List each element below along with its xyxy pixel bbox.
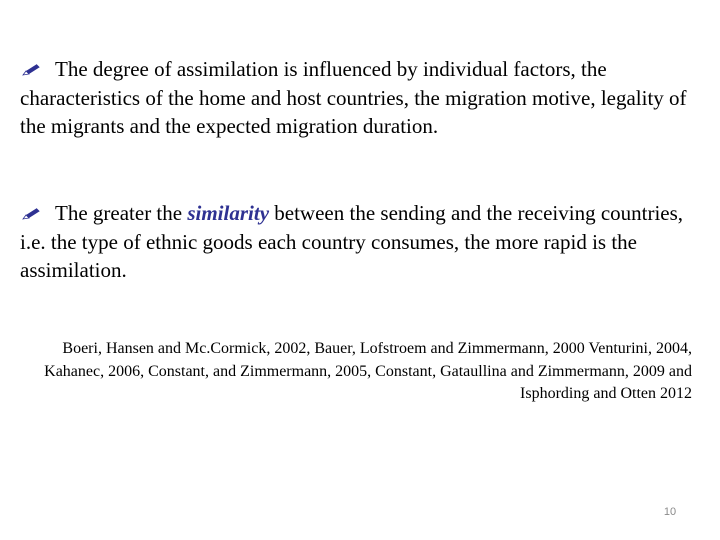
citation: Boeri, Hansen and Mc.Cormick, 2002, Bauer, Lofstroem and Zimmermann, 2000 Venturini, 2004, Kahanec, 2006, Constant, and Zimmermann, 2005, Constant, Gataullina and Zimmermann, 2009 and Isphording and Otten 2012	[44, 340, 692, 402]
emphasized-term: similarity	[187, 201, 270, 225]
bullet-2-text-after: between the sending and the receiving countries, i.e. the type of ethnic goods each country consumes, the more rapid is the assimilation.	[20, 201, 684, 282]
pencil-icon	[22, 63, 42, 77]
page-number: 10	[663, 506, 677, 518]
bullet-2-text-before: The greater the	[55, 201, 188, 225]
bullet-1-text: The degree of assimilation is influenced by individual factors, the characteristics of the home and host countries, the migration motive, legality of the migrants and the expected migration duration.	[20, 57, 687, 138]
bullet-assimilation-factors	[20, 55, 700, 141]
bullet-similarity	[20, 199, 700, 285]
pencil-icon	[22, 207, 42, 221]
